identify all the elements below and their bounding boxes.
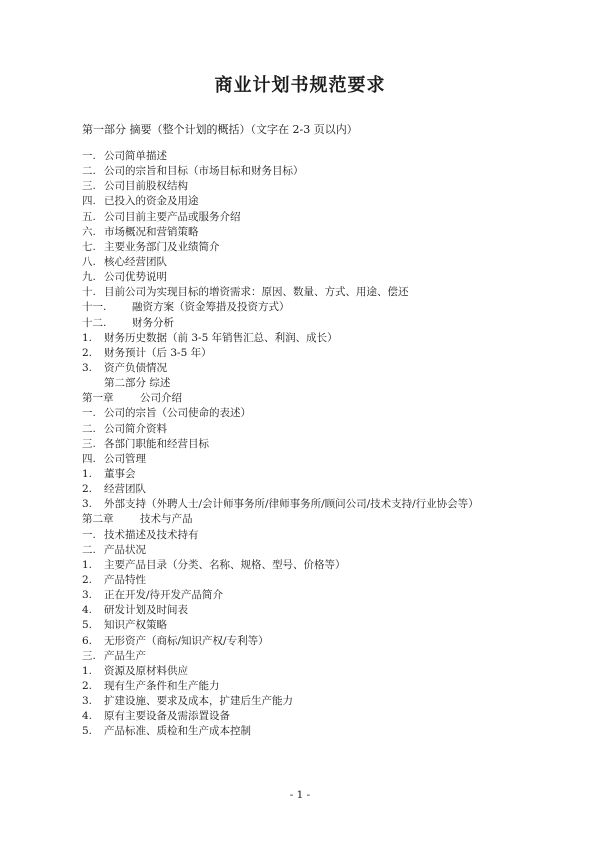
outline-item-number: 十二. — [82, 316, 107, 329]
outline-item-text: 技术描述及技术持有 — [104, 528, 199, 541]
document-title: 商业计划书规范要求 — [214, 75, 386, 96]
outline-item-text: 资产负债情况 — [104, 361, 167, 374]
outline-item-number: 四. — [82, 452, 96, 465]
outline-item-text: 公司介绍 — [140, 392, 182, 405]
outline-item — [82, 422, 552, 437]
outline-item-number: 2. — [82, 679, 93, 692]
outline-item-text: 目前公司为实现目标的增资需求：原因、数量、方式、用途、偿还 — [104, 286, 409, 299]
outline-item-number: 九. — [82, 271, 96, 284]
outline-item — [82, 649, 552, 664]
outline-item-text: 公司的宗旨（公司使命的表述） — [104, 407, 251, 420]
outline-item — [82, 300, 552, 315]
outline-item-text: 主要业务部门及业绩简介 — [104, 240, 220, 253]
outline-item — [82, 512, 552, 527]
outline-item — [82, 482, 552, 497]
outline-item — [82, 618, 552, 633]
outline-item-number: 一. — [82, 528, 96, 541]
outline-item — [82, 210, 552, 225]
outline-item-text: 第二部分 综述 — [104, 377, 171, 390]
outline-item — [82, 543, 552, 558]
outline-item-text: 公司优势说明 — [104, 271, 167, 284]
outline-item — [82, 164, 552, 179]
outline-item-number: 第二章 — [82, 513, 114, 526]
outline-item-text: 财务分析 — [132, 316, 174, 329]
outline-item-number: 2. — [82, 483, 93, 496]
outline-item — [82, 255, 552, 270]
outline-item-number: 十一. — [82, 301, 107, 314]
page-number: - 1 - — [289, 789, 311, 801]
outline-item — [82, 285, 552, 300]
outline-item-number: 2. — [82, 346, 93, 359]
outline-item — [82, 406, 552, 421]
outline-item-number: 5. — [82, 619, 93, 632]
outline-item — [82, 588, 552, 603]
outline-item — [82, 528, 552, 543]
outline-item-number: 五. — [82, 210, 96, 223]
outline-item-number: 1. — [82, 467, 93, 480]
outline-item-text: 市场概况和营销策略 — [104, 225, 199, 238]
outline-item-number: 1. — [82, 558, 93, 571]
outline-item-number: 3. — [82, 589, 93, 602]
outline-item-text: 产品标准、质检和生产成本控制 — [104, 725, 251, 738]
outline-item-text: 外部支持（外聘人士/会计师事务所/律师事务所/顾问公司/技术支持/行业协会等） — [104, 498, 479, 511]
outline-item-text: 公司的宗旨和目标（市场目标和财务目标） — [104, 165, 304, 178]
outline-item-number: 3. — [82, 695, 93, 708]
outline-item — [82, 724, 552, 739]
outline-item-text: 财务预计（后 3-5 年） — [104, 346, 212, 359]
outline-item — [82, 497, 552, 512]
outline-item-text: 融资方案（资金筹措及投资方式） — [132, 301, 290, 314]
outline-item-number: 二. — [82, 165, 96, 178]
outline-item-text: 技术与产品 — [140, 513, 193, 526]
outline-item — [82, 664, 552, 679]
outline-item-text: 产品生产 — [104, 649, 146, 662]
outline-item-number: 2. — [82, 573, 93, 586]
outline-item-number: 十. — [82, 286, 96, 299]
outline-item — [82, 634, 552, 649]
outline-item-text: 财务历史数据（前 3-5 年销售汇总、利润、成长） — [104, 331, 338, 344]
outline-item — [82, 316, 552, 331]
outline-item — [82, 709, 552, 724]
outline-item-text: 现有生产条件和生产能力 — [104, 679, 220, 692]
outline-item — [82, 346, 552, 361]
outline-item-text: 董事会 — [104, 467, 136, 480]
outline-item-number: 4. — [82, 604, 93, 617]
outline-item — [82, 240, 552, 255]
outline-item — [82, 437, 552, 452]
outline-item — [82, 558, 552, 573]
outline-item-number: 4. — [82, 710, 93, 723]
outline-item — [82, 679, 552, 694]
outline-item — [82, 331, 552, 346]
outline-item-text: 公司简单描述 — [104, 150, 167, 162]
outline-item — [82, 452, 552, 467]
outline-item-text: 核心经营团队 — [104, 255, 167, 268]
outline-item-number: 5. — [82, 725, 93, 738]
outline-item — [82, 270, 552, 285]
outline-item-text: 产品特性 — [104, 573, 146, 586]
outline-item-text: 扩建设施、要求及成本，扩建后生产能力 — [104, 695, 293, 708]
outline-item — [82, 149, 552, 164]
outline-item-text: 知识产权策略 — [104, 619, 167, 632]
outline-item-text: 公司简介资料 — [104, 422, 167, 435]
outline-item — [82, 179, 552, 194]
outline-item-text: 无形资产（商标/知识产权/专利等） — [104, 634, 269, 647]
outline-item — [82, 225, 552, 240]
outline-item — [82, 573, 552, 588]
outline-item-number: 3. — [82, 498, 93, 511]
outline-item-number: 二. — [82, 422, 96, 435]
outline-list — [82, 149, 552, 739]
outline-item — [82, 194, 552, 209]
outline-item-number: 第一章 — [82, 392, 114, 405]
outline-item-number: 3. — [82, 361, 93, 374]
outline-item-number: 1. — [82, 331, 93, 344]
outline-item — [82, 391, 552, 406]
outline-item-text: 公司管理 — [104, 452, 146, 465]
outline-item-number: 三. — [82, 437, 96, 450]
section-intro: 第一部分 摘要（整个计划的概括）（文字在 2-3 页以内） — [82, 123, 358, 136]
outline-item-text: 正在开发/待开发产品简介 — [104, 589, 224, 602]
outline-item-number: 三. — [82, 180, 96, 193]
outline-item-text: 已投入的资金及用途 — [104, 195, 199, 208]
outline-item-number: 1. — [82, 664, 93, 677]
outline-item-number: 八. — [82, 255, 96, 268]
outline-item-text: 公司目前股权结构 — [104, 180, 188, 193]
outline-item-text: 经营团队 — [104, 483, 146, 496]
outline-item — [82, 467, 552, 482]
outline-item-number: 六. — [82, 225, 96, 238]
outline-item-number: 四. — [82, 195, 96, 208]
outline-item-number — [82, 376, 104, 391]
outline-item — [82, 376, 552, 391]
outline-item-text: 各部门职能和经营目标 — [104, 437, 209, 450]
outline-item-number: 6. — [82, 634, 93, 647]
outline-item-text: 资源及原材料供应 — [104, 664, 188, 677]
outline-item-text: 主要产品目录（分类、名称、规格、型号、价格等） — [104, 558, 346, 571]
outline-item — [82, 361, 552, 376]
outline-item — [82, 694, 552, 709]
outline-item-number: 二. — [82, 543, 96, 556]
outline-item-text: 产品状况 — [104, 543, 146, 556]
outline-item-text: 原有主要设备及需添置设备 — [104, 710, 230, 723]
outline-item-text: 公司目前主要产品或服务介绍 — [104, 210, 241, 223]
outline-item-number: 一. — [82, 407, 96, 420]
outline-item — [82, 603, 552, 618]
outline-item-number: 一. — [82, 150, 96, 162]
outline-item-number: 七. — [82, 240, 96, 253]
outline-item-number: 三. — [82, 649, 96, 662]
outline-item-text: 研发计划及时间表 — [104, 604, 188, 617]
